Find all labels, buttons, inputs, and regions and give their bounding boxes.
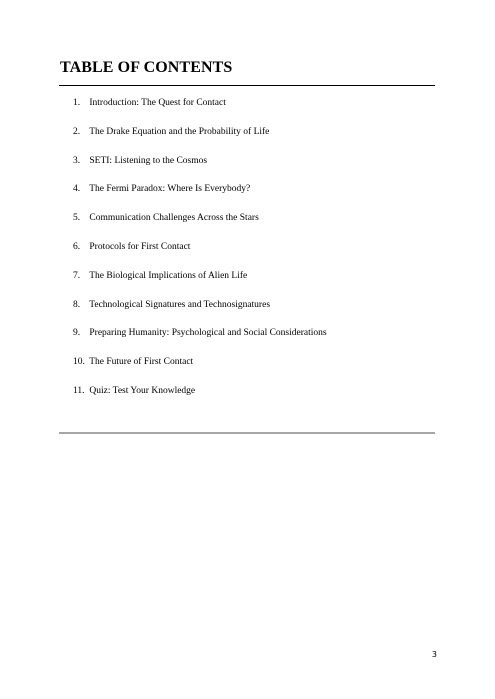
toc-item-label: Preparing Humanity: Psychological and Social Considerations <box>89 328 327 339</box>
toc-item-number: 8. <box>73 299 81 310</box>
toc-item-label: The Future of First Contact <box>89 357 194 368</box>
toc-item-number: 2. <box>73 126 81 137</box>
toc-item-label: Communication Challenges Across the Stars <box>89 213 259 224</box>
toc-item-number: 1. <box>73 98 81 108</box>
toc-item <box>73 385 327 414</box>
toc-item-label: The Drake Equation and the Probability of Life <box>89 126 270 137</box>
toc-item <box>73 356 327 385</box>
toc-item <box>73 299 327 328</box>
toc-item <box>73 212 327 241</box>
toc-title: TABLE OF CONTENTS <box>60 59 233 76</box>
toc-item-number: 6. <box>73 241 81 252</box>
toc-item-number: 11. <box>73 385 85 396</box>
page-number: 3 <box>431 650 437 659</box>
toc-item-number: 10. <box>73 357 85 368</box>
toc-list <box>73 97 327 414</box>
toc-item-label: SETI: Listening to the Cosmos <box>89 155 208 166</box>
toc-item <box>73 97 327 126</box>
toc-item-label: Quiz: Test Your Knowledge <box>89 385 196 396</box>
toc-item-number: 5. <box>73 213 81 224</box>
title-divider <box>59 85 435 86</box>
toc-item <box>73 327 327 356</box>
toc-item-number: 4. <box>73 184 81 195</box>
section-divider <box>59 432 435 434</box>
toc-item <box>73 126 327 155</box>
toc-item <box>73 241 327 270</box>
toc-item-label: The Fermi Paradox: Where Is Everybody? <box>89 184 251 195</box>
toc-item-number: 7. <box>73 270 81 281</box>
toc-item-label: Introduction: The Quest for Contact <box>89 98 226 108</box>
toc-item-number: 9. <box>73 328 81 339</box>
toc-item <box>73 270 327 299</box>
toc-item <box>73 183 327 212</box>
toc-item <box>73 155 327 184</box>
toc-item-label: Protocols for First Contact <box>89 241 191 252</box>
toc-item-label: Technological Signatures and Technosignatures <box>89 299 271 310</box>
toc-item-number: 3. <box>73 155 81 166</box>
toc-item-label: The Biological Implications of Alien Life <box>89 270 248 281</box>
